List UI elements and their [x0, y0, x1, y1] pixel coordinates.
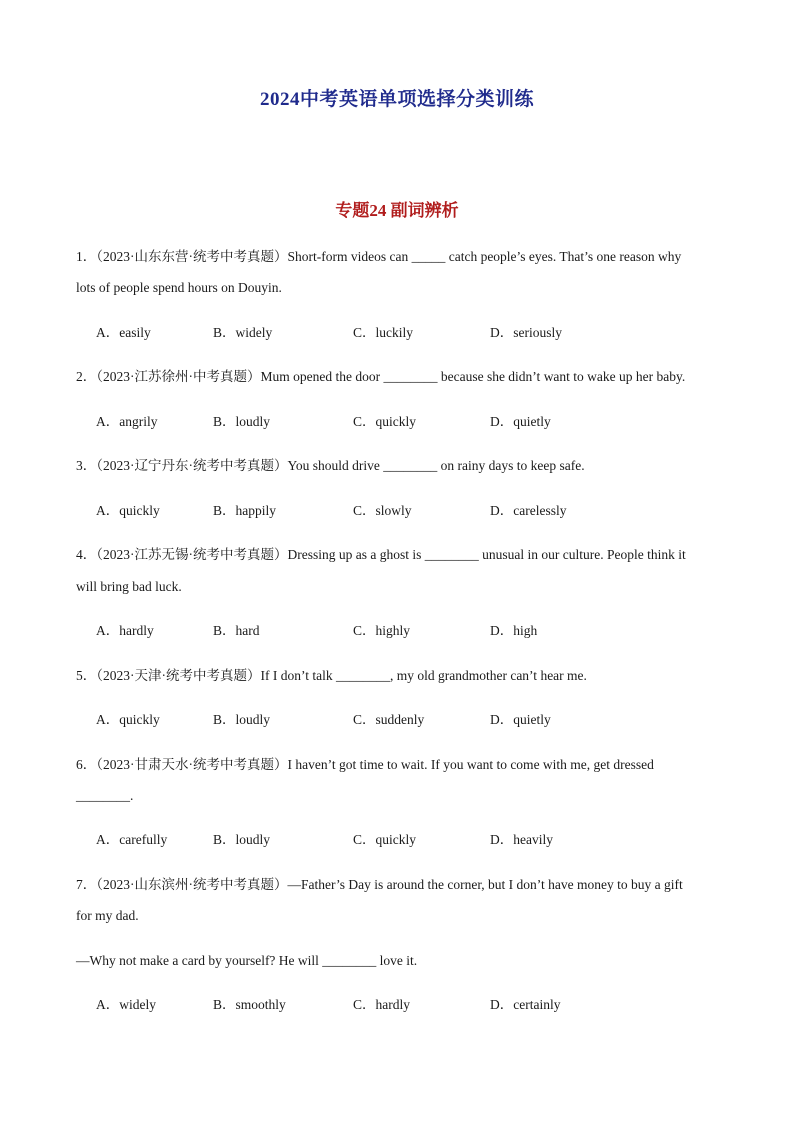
question-1-option-a: A．easily: [96, 325, 151, 340]
question-2-option-d: D．quietly: [490, 414, 551, 429]
question-4-text-line-1: 4．（2023·江苏无锡·统考中考真题）Dressing up as a ghost is ________ unusual in our culture. People think it: [76, 547, 686, 562]
question-5-option-b: B．loudly: [213, 712, 271, 727]
question-4-option-b: B．hard: [213, 623, 260, 638]
section-title: 专题24 副词辨析: [335, 201, 459, 220]
question-7-options: [96, 997, 716, 1013]
question-7-option-b: B．smoothly: [213, 997, 286, 1012]
question-2-option-a: A．angrily: [96, 414, 158, 429]
document-title: 2024中考英语单项选择分类训练: [259, 89, 534, 110]
question-7-text-line-1: 7．（2023·山东滨州·统考中考真题）—Father’s Day is around the corner, but I don’t have money to buy a gift: [76, 877, 683, 892]
question-4-options: [96, 623, 716, 639]
question-4-option-c: C．highly: [353, 623, 411, 638]
question-1-option-c: C．luckily: [353, 325, 413, 340]
question-4-option-d: D．high: [490, 623, 538, 638]
question-4-text-line-2: will bring bad luck.: [76, 579, 182, 594]
question-3-text-line-1: 3．（2023·辽宁丹东·统考中考真题）You should drive ________ on rainy days to keep safe.: [76, 458, 585, 473]
question-1-option-d: D．seriously: [490, 325, 562, 340]
question-6-option-b: B．loudly: [213, 832, 271, 847]
question-1-option-b: B．widely: [213, 325, 273, 340]
question-6-option-a: A．carefully: [96, 832, 168, 847]
question-6-option-c: C．quickly: [353, 832, 416, 847]
question-5-options: [96, 712, 716, 728]
question-3-option-c: C．slowly: [353, 503, 412, 518]
question-5-option-a: A．quickly: [96, 712, 160, 727]
question-2-text-line-1: 2．（2023·江苏徐州·中考真题）Mum opened the door ________ because she didn’t want to wake up her baby.: [76, 369, 686, 384]
question-7-option-d: D．certainly: [490, 997, 561, 1012]
question-5-option-c: C．suddenly: [353, 712, 425, 727]
question-6-option-d: D．heavily: [490, 832, 553, 847]
question-6-options: [96, 832, 716, 848]
question-1-text-line-2: lots of people spend hours on Douyin.: [76, 280, 282, 295]
question-3-option-a: A．quickly: [96, 503, 160, 518]
question-6-text-line-2: ________.: [76, 788, 134, 803]
question-1-options: [96, 325, 716, 341]
question-3-option-b: B．happily: [213, 503, 276, 518]
question-3-option-d: D．carelessly: [490, 503, 567, 518]
question-5-text-line-1: 5．（2023·天津·统考中考真题）If I don’t talk ________, my old grandmother can’t hear me.: [76, 668, 587, 683]
question-7-option-c: C．hardly: [353, 997, 410, 1012]
question-5-option-d: D．quietly: [490, 712, 551, 727]
question-6-text-line-1: 6．（2023·甘肃天水·统考中考真题）I haven’t got time to wait. If you want to come with me, get dressed: [76, 757, 654, 772]
question-2-option-c: C．quickly: [353, 414, 416, 429]
question-7-option-a: A．widely: [96, 997, 156, 1012]
question-7-text-line-3: —Why not make a card by yourself? He will ________ love it.: [76, 953, 418, 968]
question-2-options: [96, 414, 716, 430]
question-4-option-a: A．hardly: [96, 623, 154, 638]
question-1-text-line-1: 1．（2023·山东东营·统考中考真题）Short-form videos can _____ catch people’s eyes. That’s one reason why: [76, 249, 682, 264]
question-2-option-b: B．loudly: [213, 414, 271, 429]
question-3-options: [96, 503, 716, 519]
question-7-text-line-2: for my dad.: [76, 908, 139, 923]
